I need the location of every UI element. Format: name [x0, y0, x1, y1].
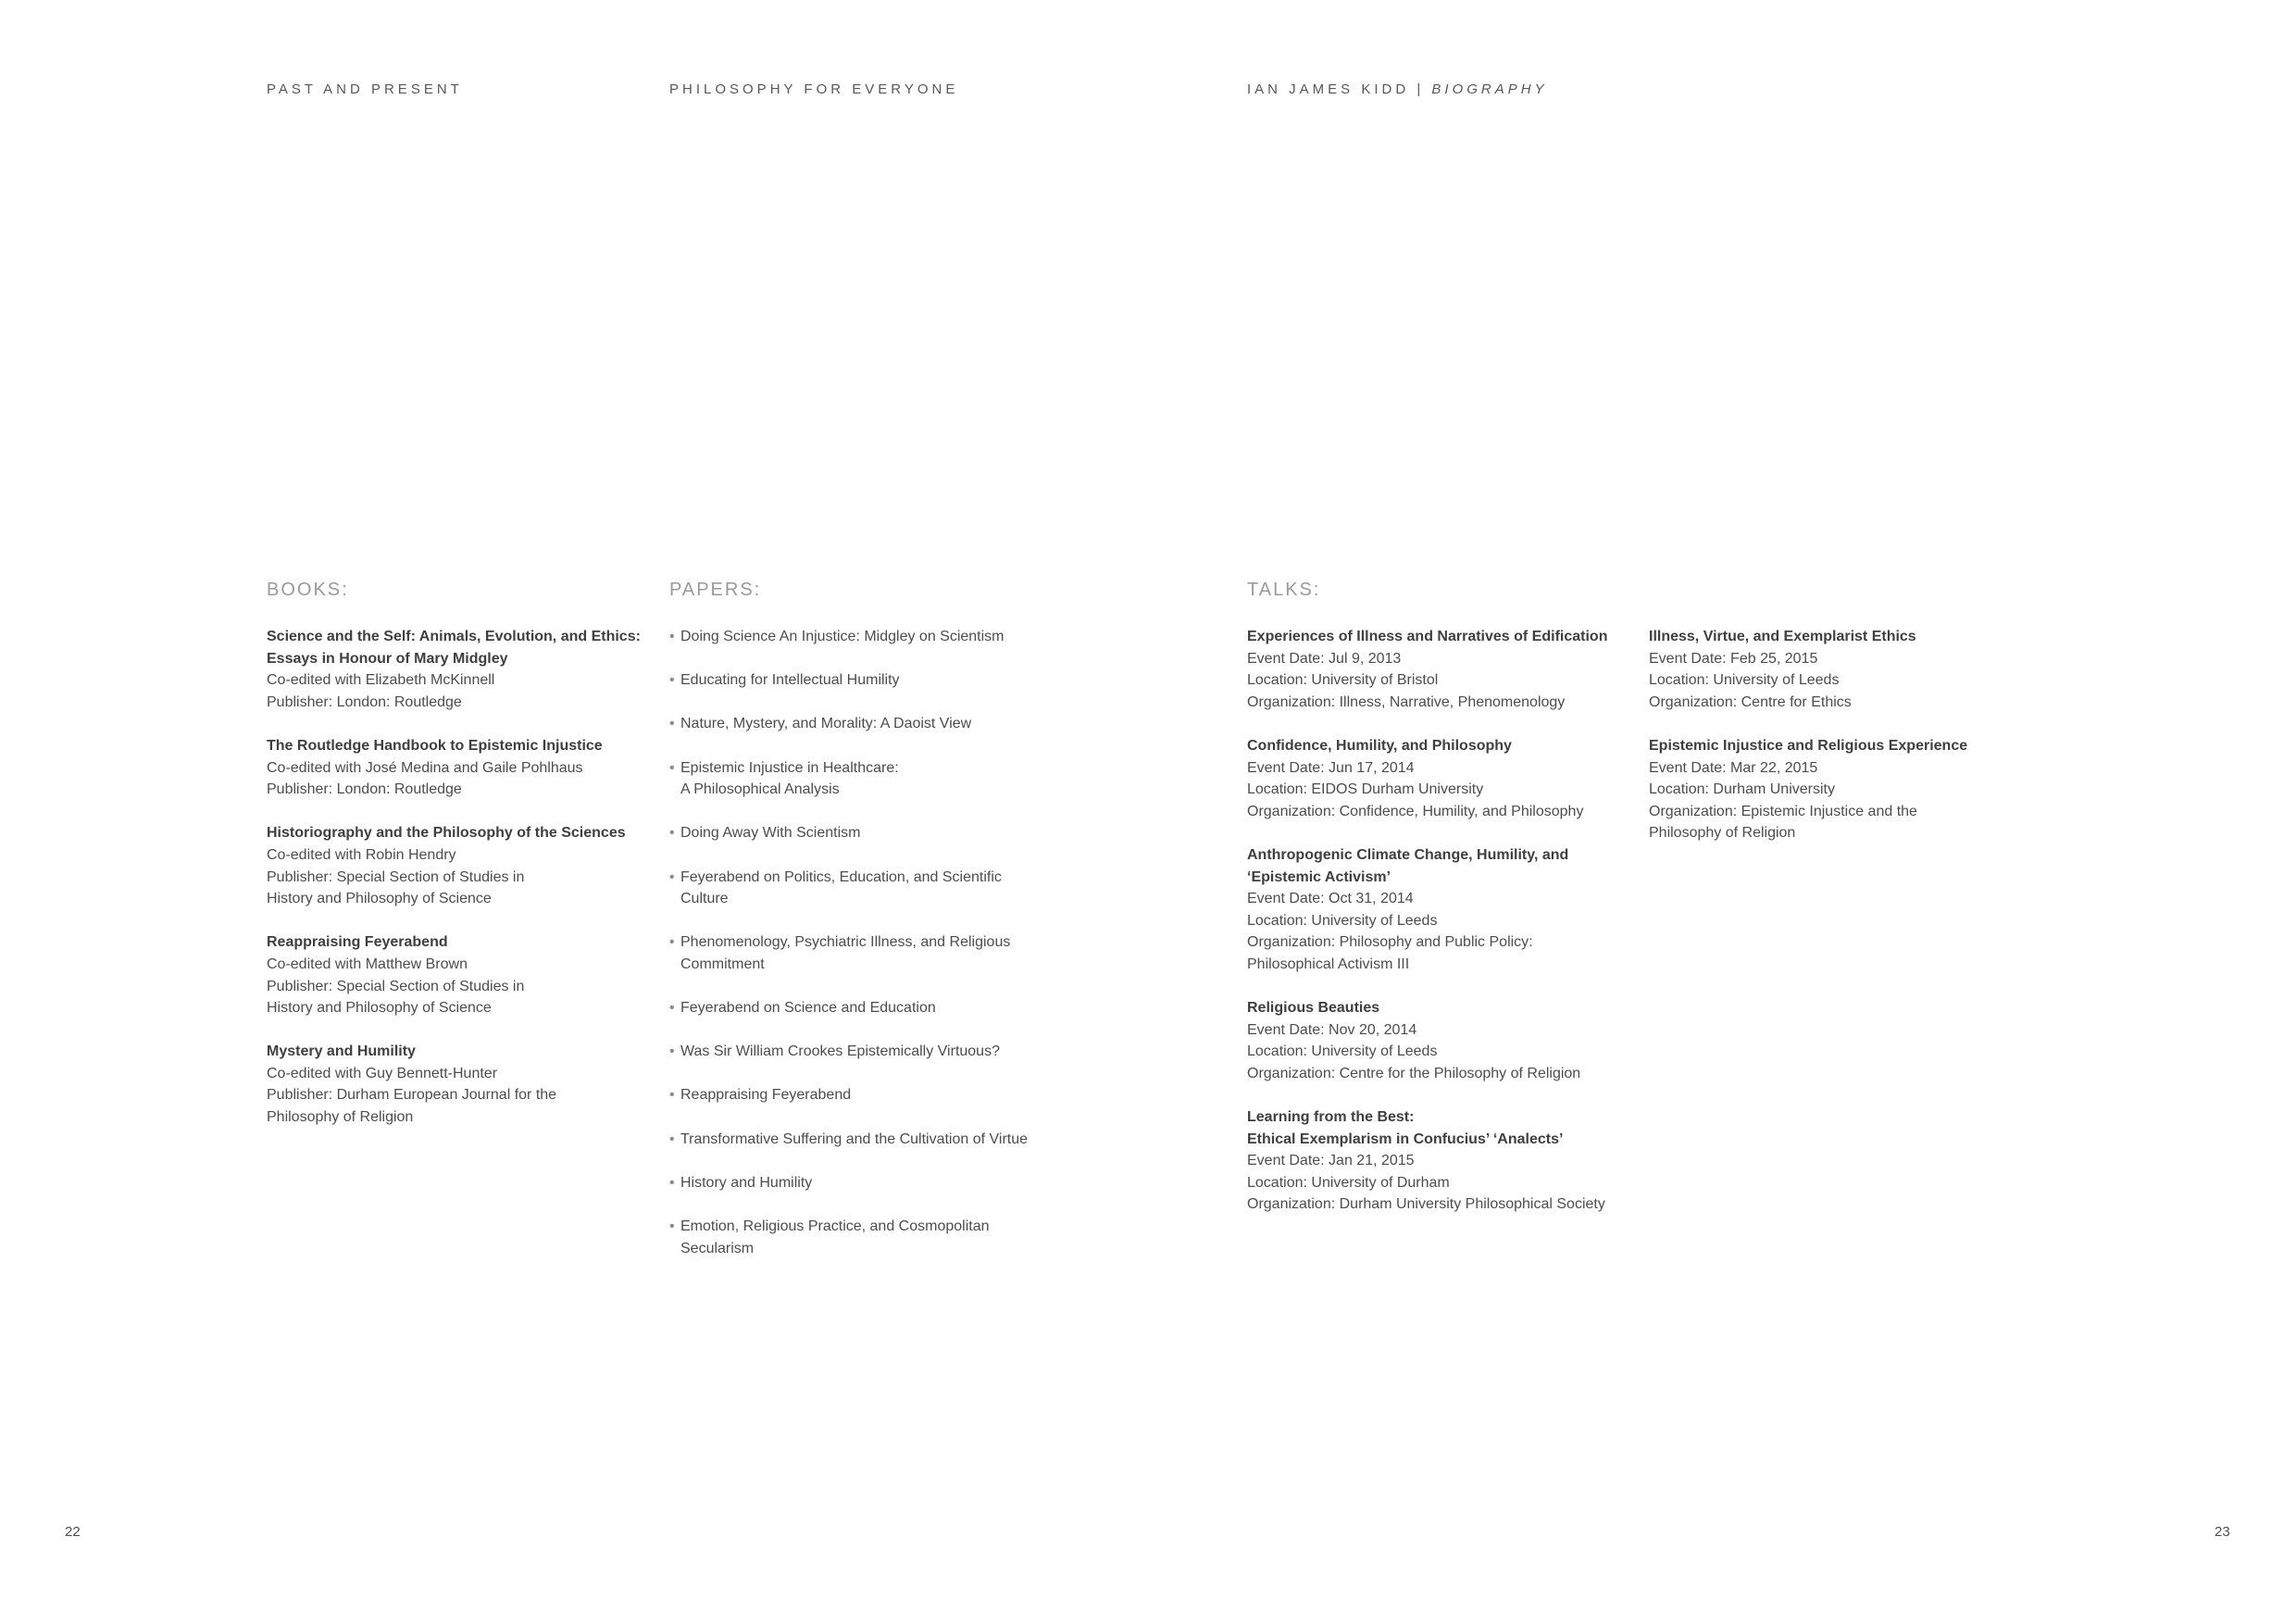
entry-detail: Organization: Illness, Narrative, Phenomenology — [1247, 693, 1566, 710]
books-heading: BOOKS: — [267, 580, 349, 600]
page-number-right: 23 — [2215, 1524, 2230, 1540]
list-item — [669, 626, 1058, 648]
entry-detail: History and Philosophy of Science — [267, 1000, 492, 1017]
paper-title: A Philosophical Analysis — [680, 781, 840, 798]
list-item — [669, 1216, 1058, 1259]
paper-title: Educating for Intellectual Humility — [680, 672, 900, 689]
entry-detail: Event Date: Oct 31, 2014 — [1247, 891, 1414, 907]
paper-title: Emotion, Religious Practice, and Cosmopolitan — [680, 1218, 990, 1235]
list-item — [267, 735, 655, 801]
entry-detail: Event Date: Jan 21, 2015 — [1247, 1153, 1415, 1169]
talks-heading: TALKS: — [1247, 580, 1321, 600]
entry-detail: Publisher: Special Section of Studies in — [267, 978, 525, 994]
entry-detail: Co-edited with Matthew Brown — [267, 956, 468, 972]
list-item — [1649, 626, 2038, 713]
entry-title: Historiography and the Philosophy of the Sciences — [267, 825, 626, 842]
paper-title: Reappraising Feyerabend — [680, 1087, 852, 1104]
entry-detail: Location: University of Leeds — [1649, 672, 1840, 689]
entry-detail: Event Date: Jul 9, 2013 — [1247, 650, 1402, 667]
page-number-left: 22 — [65, 1524, 81, 1540]
author-name: IAN JAMES KIDD — [1247, 81, 1410, 97]
list-item — [1247, 844, 1636, 976]
list-item — [669, 997, 1058, 1019]
entry-detail: Location: Durham University — [1649, 781, 1835, 798]
paper-title: Epistemic Injustice in Healthcare: — [680, 759, 899, 776]
list-item — [669, 1129, 1058, 1151]
entry-detail: Location: University of Durham — [1247, 1174, 1450, 1191]
paper-title: Secularism — [680, 1240, 755, 1256]
books-list — [267, 626, 655, 1150]
entry-detail: Event Date: Nov 20, 2014 — [1247, 1021, 1417, 1038]
bullet-icon: • — [669, 825, 675, 842]
paper-title: Feyerabend on Science and Education — [680, 1000, 936, 1017]
papers-heading: PAPERS: — [669, 580, 762, 600]
entry-detail: Co-edited with Guy Bennett-Hunter — [267, 1065, 498, 1081]
paper-title: Feyerabend on Politics, Education, and Scientific — [680, 868, 1002, 885]
bullet-icon: • — [669, 1000, 675, 1017]
list-item — [267, 626, 655, 713]
entry-detail: Philosophy of Religion — [1649, 825, 1796, 842]
separator: | — [1409, 81, 1432, 97]
entry-detail: Co-edited with José Medina and Gaile Pohlhaus — [267, 759, 583, 776]
entry-detail: Event Date: Jun 17, 2014 — [1247, 759, 1415, 776]
talks-list-column-2 — [1649, 626, 2038, 867]
entry-detail: Location: University of Leeds — [1247, 1043, 1438, 1060]
list-item — [669, 669, 1058, 692]
entry-detail: Organization: Philosophy and Public Policy: — [1247, 934, 1533, 951]
entry-title: Learning from the Best: — [1247, 1109, 1415, 1126]
paper-title: Culture — [680, 891, 729, 907]
entry-title: The Routledge Handbook to Epistemic Injustice — [267, 737, 603, 754]
list-item — [1247, 1106, 1636, 1216]
bullet-icon: • — [669, 1087, 675, 1104]
entry-title: Experiences of Illness and Narratives of Edification — [1247, 629, 1608, 644]
paper-title: Transformative Suffering and the Cultivation of Virtue — [680, 1131, 1029, 1147]
bullet-icon: • — [669, 672, 675, 689]
entry-detail: Organization: Epistemic Injustice and the — [1649, 803, 1917, 819]
list-item — [267, 1041, 655, 1128]
list-item — [267, 822, 655, 909]
list-item — [669, 757, 1058, 801]
bullet-icon: • — [669, 934, 675, 951]
entry-detail: Philosophical Activism III — [1247, 956, 1410, 972]
paper-title: Was Sir William Crookes Epistemically Virtuous? — [680, 1043, 1000, 1060]
entry-detail: Organization: Confidence, Humility, and Philosophy — [1247, 803, 1584, 819]
running-head-subtitle: BIOGRAPHY — [1431, 81, 1548, 97]
list-item — [1649, 735, 2038, 844]
entry-title: Confidence, Humility, and Philosophy — [1247, 737, 1512, 754]
list-item — [669, 867, 1058, 910]
entry-detail: Event Date: Feb 25, 2015 — [1649, 650, 1818, 667]
entry-detail: Publisher: Durham European Journal for the — [267, 1087, 557, 1104]
entry-title: Anthropogenic Climate Change, Humility, and — [1247, 846, 1569, 863]
entry-title: Essays in Honour of Mary Midgley — [267, 650, 508, 667]
paper-title: Doing Science An Injustice: Midgley on Scientism — [680, 629, 1004, 644]
paper-title: Nature, Mystery, and Morality: A Daoist View — [680, 716, 972, 732]
entry-detail: Location: EIDOS Durham University — [1247, 781, 1484, 798]
entry-detail: Co-edited with Robin Hendry — [267, 846, 456, 863]
entry-detail: Organization: Durham University Philosophical Society — [1247, 1196, 1605, 1213]
bullet-icon: • — [669, 1174, 675, 1191]
entry-detail: History and Philosophy of Science — [267, 891, 492, 907]
paper-title: History and Humility — [680, 1174, 813, 1191]
paper-title: Doing Away With Scientism — [680, 825, 861, 842]
list-item — [669, 713, 1058, 735]
bullet-icon: • — [669, 1218, 675, 1235]
entry-title: ‘Epistemic Activism’ — [1247, 868, 1391, 885]
entry-detail: Organization: Centre for the Philosophy of Religion — [1247, 1065, 1581, 1081]
entry-title: Ethical Exemplarism in Confucius’ ‘Analects’ — [1247, 1131, 1564, 1147]
entry-title: Epistemic Injustice and Religious Experience — [1649, 737, 1968, 754]
list-item — [669, 822, 1058, 844]
talks-list-column-1 — [1247, 626, 1636, 1238]
list-item — [669, 931, 1058, 975]
entry-detail: Location: University of Bristol — [1247, 672, 1439, 689]
bullet-icon: • — [669, 1131, 675, 1147]
entry-detail: Publisher: Special Section of Studies in — [267, 868, 525, 885]
entry-title: Mystery and Humility — [267, 1043, 416, 1060]
bullet-icon: • — [669, 629, 675, 644]
bullet-icon: • — [669, 868, 675, 885]
entry-detail: Philosophy of Religion — [267, 1109, 414, 1126]
papers-list — [669, 626, 1058, 1281]
bullet-icon: • — [669, 716, 675, 732]
list-item — [1247, 735, 1636, 822]
bullet-icon: • — [669, 759, 675, 776]
entry-detail: Location: University of Leeds — [1247, 912, 1438, 929]
entry-title: Religious Beauties — [1247, 1000, 1380, 1017]
entry-detail: Event Date: Mar 22, 2015 — [1649, 759, 1818, 776]
paper-title: Phenomenology, Psychiatric Illness, and Religious — [680, 934, 1011, 951]
entry-detail: Publisher: London: Routledge — [267, 781, 462, 798]
list-item — [1247, 626, 1636, 713]
list-item — [669, 1041, 1058, 1063]
entry-detail: Organization: Centre for Ethics — [1649, 693, 1852, 710]
paper-title: Commitment — [680, 956, 765, 972]
entry-title: Science and the Self: Animals, Evolution, and Ethics: — [267, 629, 641, 644]
running-head-center: PHILOSOPHY FOR EVERYONE — [669, 81, 959, 97]
list-item — [267, 931, 655, 1018]
entry-title: Illness, Virtue, and Exemplarist Ethics — [1649, 629, 1916, 644]
entry-detail: Publisher: London: Routledge — [267, 693, 462, 710]
list-item — [1247, 997, 1636, 1084]
entry-title: Reappraising Feyerabend — [267, 934, 448, 951]
entry-detail: Co-edited with Elizabeth McKinnell — [267, 672, 495, 689]
list-item — [669, 1172, 1058, 1194]
running-head-left: PAST AND PRESENT — [267, 81, 463, 97]
list-item — [669, 1084, 1058, 1106]
running-head-right — [1247, 81, 1548, 97]
bullet-icon: • — [669, 1043, 675, 1060]
